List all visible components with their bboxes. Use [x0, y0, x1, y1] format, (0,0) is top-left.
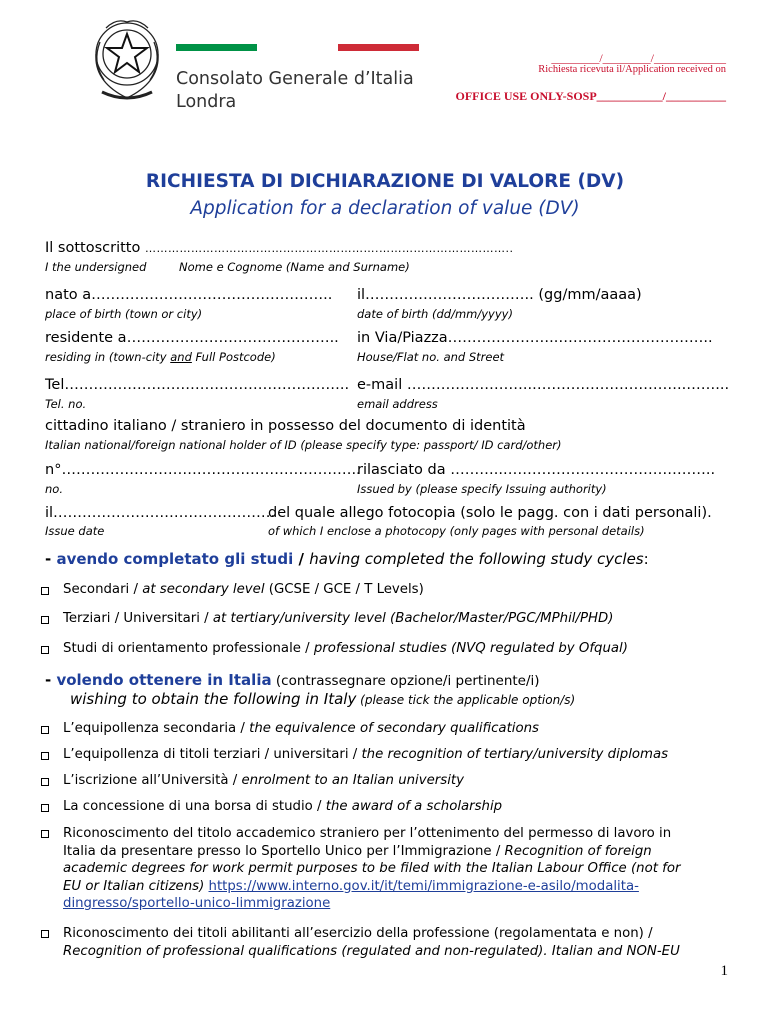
checkbox-tertiary[interactable] [41, 616, 49, 624]
undersigned-label: Il sottoscritto [45, 240, 141, 256]
option-professional-en: professional studies (NVQ regulated by Ofqual) [313, 641, 628, 656]
checkbox-professional-studies[interactable] [41, 646, 49, 654]
work-permit-line-4: EU or Italian citizens) [63, 878, 209, 894]
option-secondary-it: Secondari / [63, 582, 143, 597]
residence-sub-suffix: Full Postcode) [191, 350, 276, 364]
option-tertiary [63, 611, 613, 626]
option-tertiary-it: Terziari / Universitari / [63, 611, 213, 626]
issue-date-field[interactable]: il………………………………………. [45, 505, 276, 521]
work-permit-line-1: Riconoscimento del titolo accademico straniero per l’ottenimento del permesso di lavoro in [63, 826, 672, 841]
page-number: 1 [720, 963, 728, 979]
professional-line-1: Riconoscimento dei titoli abilitanti all’esercizio della professione (regolamentata e non) / [63, 926, 653, 941]
phone-sub: Tel. no. [45, 397, 87, 411]
checkbox-secondary-equivalence[interactable] [41, 726, 49, 734]
work-permit-line-2-it: Italia da presentare presso lo Sportello Unico per l’Immigrazione / [63, 843, 505, 859]
opt-scholarship-en: the award of a scholarship [325, 799, 503, 814]
birthdate-sub: date of birth (dd/mm/yyyy) [357, 307, 513, 321]
option-professional-recognition [63, 925, 743, 960]
citizenship-label: cittadino italiano / straniero in possesso del documento di identità [45, 418, 526, 434]
checkbox-professional-recognition[interactable] [41, 930, 49, 938]
opt-equiv-en: the equivalence of secondary qualifications [249, 721, 539, 736]
checkbox-work-permit[interactable] [41, 830, 49, 838]
birthplace-sub: place of birth (town or city) [45, 307, 203, 321]
email-field[interactable]: e-mail ……………………..…………………………..……... [357, 377, 730, 393]
consulate-line-2: Londra [176, 92, 237, 112]
option-professional-studies [63, 641, 628, 656]
opt-tertiary-it: L’equipollenza di titoli terziari / universitari / [63, 747, 362, 762]
professional-line-2: Recognition of professional qualifications (regulated and non-regulated). Italian and NON-EU [63, 943, 680, 959]
immigration-office-link[interactable]: https://www.interno.gov.it/it/temi/immigrazione-e-asilo/modalita- [208, 878, 639, 894]
italy-heading-it: volendo ottenere in Italia [56, 671, 272, 689]
consulate-line-1: Consolato Generale d’Italia [176, 69, 414, 89]
option-tertiary-en: at tertiary/university level (Bachelor/Master/PGC/MPhil/PHD) [212, 611, 614, 626]
option-secondary [63, 582, 424, 597]
option-secondary-equivalence [63, 721, 539, 736]
received-label-text: Richiesta ricevuta il/Application received on [538, 64, 726, 75]
option-university-enrolment [63, 773, 464, 788]
flag-red [338, 44, 419, 51]
italy-heading-note: (contrassegnare opzione/i pertinente/i) [271, 673, 540, 689]
studies-dash: - [45, 550, 57, 568]
italy-dash: - [45, 671, 57, 689]
studies-heading-en: having completed the following study cycles [309, 550, 644, 568]
birthdate-field[interactable]: il…………………………….. (gg/mm/aaaa) [357, 287, 642, 303]
street-sub: House/Flat no. and Street [357, 350, 505, 364]
work-permit-line-2-en: Recognition of foreign [504, 843, 652, 859]
office-use-only: OFFICE USE ONLY-SOSP___________/__________ [455, 89, 726, 103]
checkbox-university-enrolment[interactable] [41, 778, 49, 786]
opt-enrol-it: L’iscrizione all’Università / [63, 773, 242, 788]
italian-flag-bar [176, 44, 419, 51]
undersigned-dots: …………………………………………………….…………………………….. [144, 242, 514, 255]
opt-scholarship-it: La concessione di una borsa di studio / [63, 799, 326, 814]
residence-sub [45, 350, 276, 364]
form-title: RICHIESTA DI DICHIARAZIONE DI VALORE (DV) [145, 171, 625, 192]
issued-by-sub: Issued by (please specify Issuing authority) [357, 482, 607, 496]
consulate-name [176, 68, 414, 114]
residence-sub-prefix: residing in (town-city [45, 350, 171, 364]
id-number-field[interactable]: n°…………………………………………………….. [45, 462, 361, 478]
work-permit-line-3: academic degrees for work permit purposes to be filed with the Italian Labour Office (not for [63, 861, 681, 876]
checkbox-tertiary-recognition[interactable] [41, 752, 49, 760]
opt-enrol-en: enrolment to an Italian university [241, 773, 464, 788]
option-scholarship [63, 799, 502, 814]
email-sub: email address [357, 397, 438, 411]
phone-field[interactable]: Tel………………………………………………….. [45, 377, 350, 393]
italy-heading-en-line [70, 690, 575, 708]
photocopy-sub: of which I enclose a photocopy (only pages with personal details) [268, 524, 645, 538]
studies-colon: : [643, 550, 649, 568]
option-work-permit [63, 825, 743, 913]
studies-sep: / [293, 550, 310, 568]
residence-field[interactable]: residente a…………………………………….. [45, 330, 339, 346]
option-secondary-en: at secondary level [142, 582, 265, 597]
flag-green [176, 44, 257, 51]
issued-by-field[interactable]: rilasciato da ………..…………………………………….. [357, 462, 716, 478]
id-number-sub: no. [45, 482, 63, 496]
opt-equiv-it: L’equipollenza secondaria / [63, 721, 250, 736]
flag-white [257, 44, 338, 51]
received-date-label [528, 64, 726, 75]
option-secondary-tail: (GCSE / GCE / T Levels) [264, 582, 424, 597]
italy-heading-en-note: (please tick the applicable option/s) [356, 693, 576, 707]
birthplace-field[interactable]: nato a………………………………………….. [45, 287, 333, 303]
received-date-blank: ________/________/____________ [551, 51, 726, 65]
studies-heading-it: avendo completato gli studi [56, 550, 294, 568]
italy-heading [45, 671, 540, 689]
undersigned-field[interactable] [45, 240, 513, 256]
checkbox-scholarship[interactable] [41, 804, 49, 812]
form-subtitle: Application for a declaration of value (DV) [190, 198, 580, 219]
opt-tertiary-en: the recognition of tertiary/university diplomas [361, 747, 669, 762]
checkbox-secondary[interactable] [41, 587, 49, 595]
issue-date-sub: Issue date [45, 524, 105, 538]
undersigned-sub: I the undersigned [45, 260, 147, 274]
name-surname-sub: Nome e Cognome (Name and Surname) [179, 260, 410, 274]
residence-sub-and: and [170, 350, 192, 364]
option-professional-it: Studi di orientamento professionale / [63, 641, 314, 656]
studies-heading [45, 550, 649, 568]
citizenship-sub: Italian national/foreign national holder of ID (please specify type: passport/ ID card/other) [45, 438, 562, 452]
photocopy-statement: del quale allego fotocopia (solo le pagg. con i dati personali). [268, 505, 712, 521]
italian-emblem-icon [86, 12, 168, 104]
option-tertiary-recognition [63, 747, 668, 762]
italy-heading-en: wishing to obtain the following in Italy [70, 690, 357, 708]
street-field[interactable]: in Via/Piazza…………………..………………………….. [357, 330, 713, 346]
immigration-office-link-cont[interactable]: dingresso/sportello-unico-limmigrazione [63, 896, 331, 911]
